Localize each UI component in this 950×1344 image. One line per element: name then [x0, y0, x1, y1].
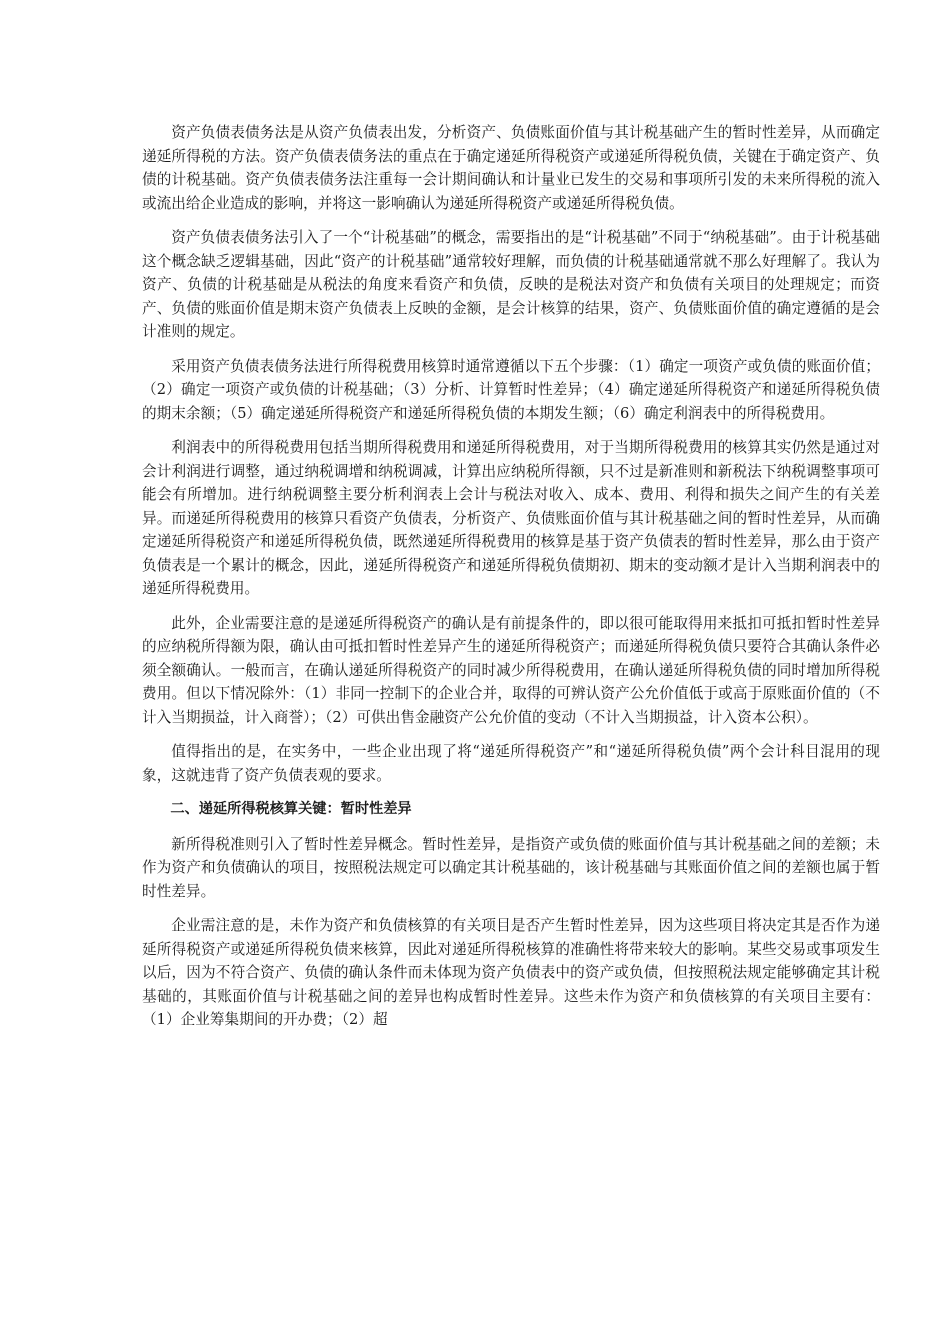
paragraph-5: 此外，企业需要注意的是递延所得税资产的确认是有前提条件的，即以很可能取得用来抵扣可抵扣暂时性差异的应纳税所得额为限，确认由可抵扣暂时性差异产生的递延所得税资产；而递延所得税负债只要符合其确认条件必须全额确认。一般而言，在确认递延所得税资产的同时减少所得税费用，在确认递延所得税负债的同时增加所得税费用。但以下情况除外：（1）非同一控制下的企业合并，取得的可辨认资产公允价值低于或高于原账面价值的（不计入当期损益，计入商誉）；（2）可供出售金融资产公允价值的变动（不计入当期损益，计入资本公积）。 [142, 614, 880, 726]
paragraph-1: 资产负债表债务法是从资产负债表出发，分析资产、负债账面价值与其计税基础产生的暂时性差异，从而确定递延所得税的方法。资产负债表债务法的重点在于确定递延所得税资产或递延所得税负债，关键在于确定资产、负债的计税基础。资产负债表债务法注重每一会计期间确认和计量业已发生的交易和事项所引发的未来所得税的流入或流出给企业造成的影响，并将这一影响确认为递延所得税资产或递延所得税负债。 [142, 124, 880, 212]
paragraph-7: 新所得税准则引入了暂时性差异概念。暂时性差异，是指资产或负债的账面价值与其计税基础之间的差额；未作为资产和负债确认的项目，按照税法规定可以确定其计税基础的，该计税基础与其账面价值之间的差额也属于暂时性差异。 [142, 835, 880, 900]
paragraph-4: 利润表中的所得税费用包括当期所得税费用和递延所得税费用，对于当期所得税费用的核算其实仍然是通过对会计利润进行调整，通过纳税调增和纳税调减，计算出应纳税所得额，只不过是新准则和新税法下纳税调整事项可能会有所增加。进行纳税调整主要分析利润表上会计与税法对收入、成本、费用、利得和损失之间产生的有关差异。而递延所得税费用的核算只看资产负债表，分析资产、负债账面价值与其计税基础之间的暂时性差异，从而确定递延所得税资产和递延所得税负债，既然递延所得税费用的核算是基于资产负债表的暂时性差异，那么由于资产负债表是一个累计的概念，因此，递延所得税资产和递延所得税负债期初、期末的变动额才是计入当期利润表中的递延所得税费用。 [142, 439, 880, 597]
paragraph-3: 采用资产负债表债务法进行所得税费用核算时通常遵循以下五个步骤：（1）确定一项资产或负债的账面价值；（2）确定一项资产或负债的计税基础；（3）分析、计算暂时性差异；（4）确定递延所得税资产和递延所得税负债的期末余额；（5）确定递延所得税资产和递延所得税负债的本期发生额；（6）确定利润表中的所得税费用。 [142, 357, 880, 422]
paragraph-8: 企业需注意的是，未作为资产和负债核算的有关项目是否产生暂时性差异，因为这些项目将决定其是否作为递延所得税资产或递延所得税负债来核算，因此对递延所得税核算的准确性将带来较大的影响。某些交易或事项发生以后，因为不符合资产、负债的确认条件而未体现为资产负债表中的资产或负债，但按照税法规定能够确定其计税基础的，其账面价值与计税基础之间的差异也构成暂时性差异。这些未作为资产和负债核算的有关项目主要有：（1）企业筹集期间的开办费；（2）超 [142, 917, 880, 1028]
document-page [142, 121, 880, 1043]
section-heading: 二、递延所得税核算关键：暂时性差异 [170, 801, 412, 817]
paragraph-2: 资产负债表债务法引入了一个“计税基础”的概念，需要指出的是“计税基础”不同于“纳税基础”。由于计税基础这个概念缺乏逻辑基础，因此“资产的计税基础”通常较好理解，而负债的计税基础通常就不那么好理解了。我认为资产、负债的计税基础是从税法的角度来看资产和负债，反映的是税法对资产和负债有关项目的处理规定；而资产、负债的账面价值是期末资产负债表上反映的金额，是会计核算的结果，资产、负债账面价值的确定遵循的是会计准则的规定。 [142, 229, 880, 340]
paragraph-6: 值得指出的是，在实务中，一些企业出现了将“递延所得税资产”和“递延所得税负债”两个会计科目混用的现象，这就违背了资产负债表观的要求。 [142, 743, 880, 784]
